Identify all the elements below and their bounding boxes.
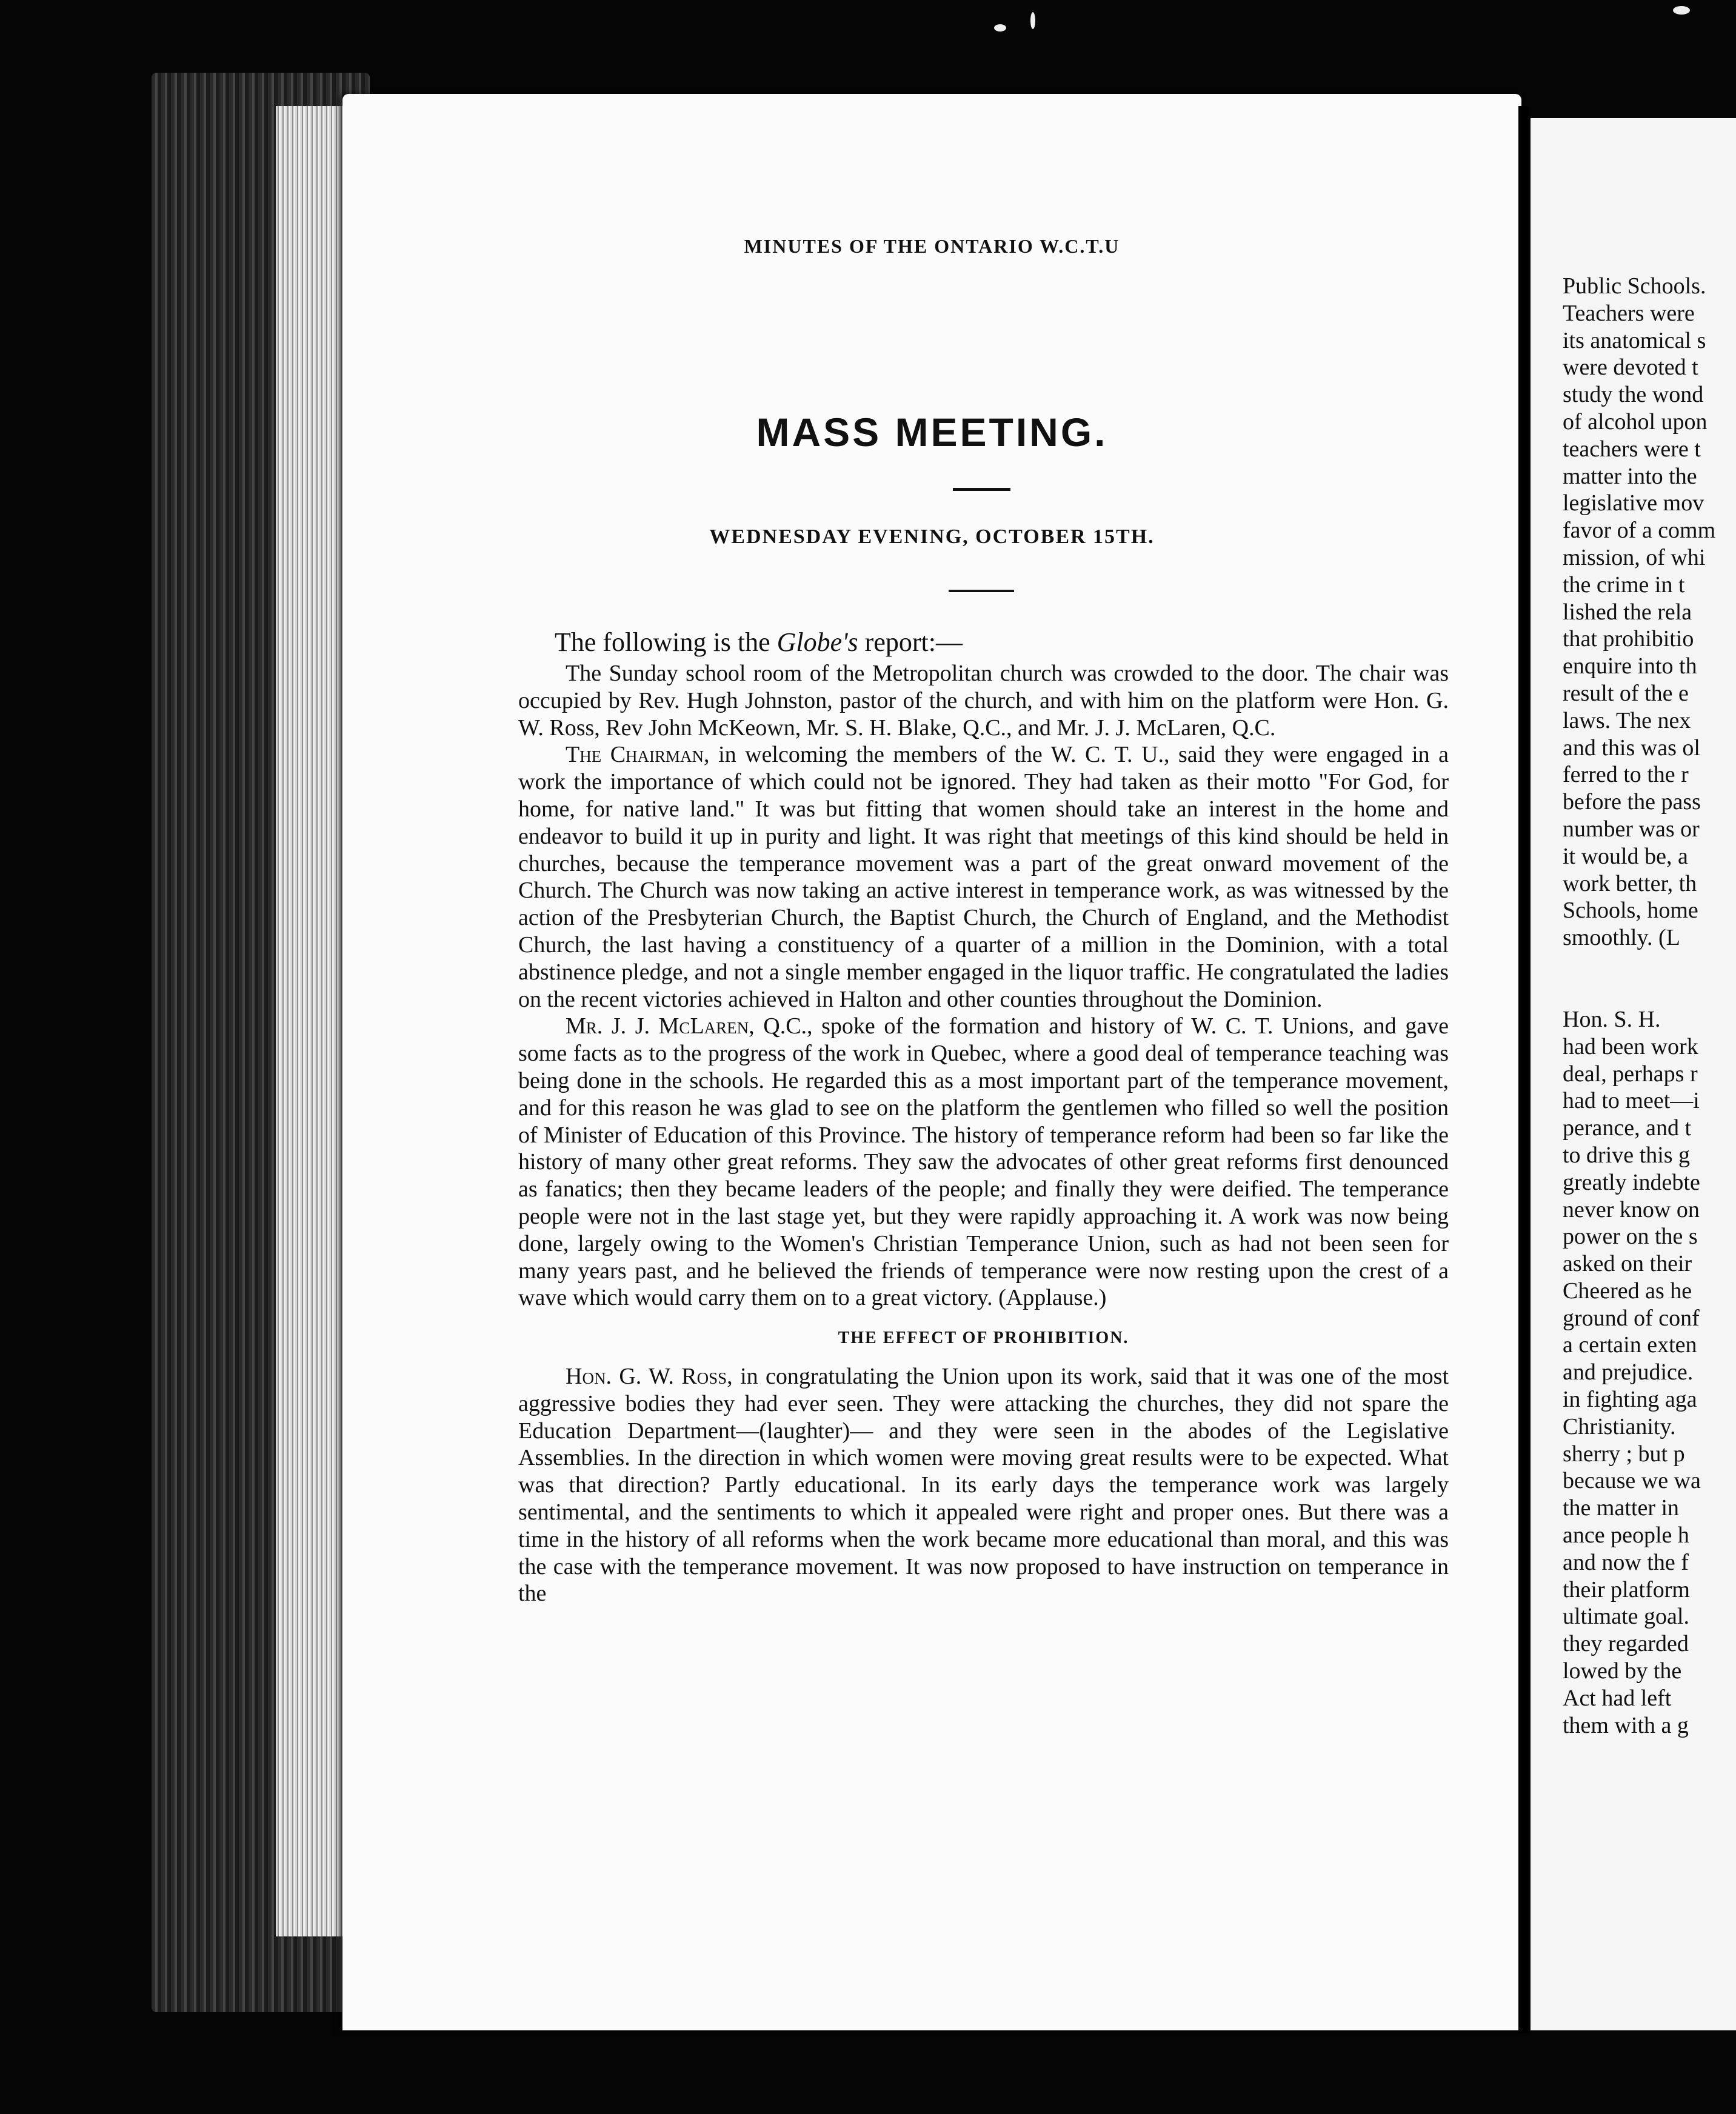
section-heading: THE EFFECT OF PROHIBITION.	[838, 1329, 1129, 1348]
paragraph-4-text: in congratulating the Union upon its work, said that it was one of the most aggressive bodies they had ever seen. They were attacking the churches, they did not spare the Education Department—(laughter)— and they were seen in the abodes of the Legislative Assemblies. In the direction in which women were moving great results were to be expected. What was that direction? Partly educational. In its early days the temperance work was largely sentimental, and the sentiments to which it appealed were right and proper ones. But there was a time in the history of all reforms when the work became more educational than moral, and this was the case with the temperance movement. It was now proposed to have instruction on temperance in the	[518, 1363, 1449, 1607]
paragraph-4	[518, 1363, 1449, 1607]
right-page-line: a certain exten	[1563, 1332, 1697, 1358]
right-page-line: work better, th	[1563, 870, 1697, 896]
right-page-gap	[1563, 952, 1736, 1006]
right-page	[1531, 118, 1736, 2030]
right-page-line: sherry ; but p	[1563, 1441, 1685, 1467]
speck	[1673, 6, 1690, 15]
subtitle: WEDNESDAY EVENING, OCTOBER 15TH.	[709, 525, 1155, 548]
right-page-line: favor of a comm	[1563, 518, 1716, 544]
right-page-line: before the pass	[1563, 789, 1701, 815]
right-page-line: matter into the	[1563, 463, 1697, 489]
intro-line	[518, 626, 1449, 659]
right-page-line: they regarded	[1563, 1631, 1689, 1657]
right-page-line: legislative mov	[1563, 490, 1704, 516]
right-page-line: lowed by the	[1563, 1658, 1682, 1684]
right-page-line: had to meet—i	[1563, 1088, 1700, 1114]
right-page-line: to drive this g	[1563, 1142, 1691, 1168]
right-page-line: teachers were t	[1563, 436, 1701, 462]
right-page-line: the crime in t	[1563, 572, 1685, 598]
left-page	[342, 94, 1521, 2030]
speaker-chairman: The Chairman,	[566, 742, 710, 768]
page-edges	[276, 106, 349, 1936]
right-page-line: their platform	[1563, 1576, 1690, 1602]
right-page-line: result of the e	[1563, 680, 1689, 706]
right-page-line: Christianity.	[1563, 1413, 1676, 1439]
right-page-line: Schools, home	[1563, 898, 1698, 924]
right-page-line: laws. The nex	[1563, 707, 1691, 733]
speck	[994, 24, 1006, 32]
right-page-line: in fighting aga	[1563, 1387, 1697, 1413]
paragraph-3	[518, 1013, 1449, 1312]
right-page-line: had been work	[1563, 1033, 1698, 1059]
paragraph-3-text: Q.C., spoke of the formation and history of W. C. T. Unions, and gave some facts as to the progress of the work in Quebec, where a good deal of temperance teaching was being done in the schools. He regarded this as a most important part of the temperance movement, and for this reason he was glad to see on the platform the gentlemen who filled so well the position of Minister of Education of this Province. The history of temperance reform had been so far like the history of many other great reforms. They saw the advocates of other great reforms first denounced as fanatics; then they became leaders of the people; and finally they were deified. The temperance people were not in the last stage yet, but they were rapidly approaching it. A work was now being done, largely owing to the Women's Christian Temperance Union, such as had not been seen for many years past, and he believed the friends of temperance were now resting upon the crest of a wave which would carry them on to a great victory. (Applause.)	[518, 1013, 1449, 1311]
intro-before: The following is the	[555, 627, 777, 657]
right-page-line: ance people h	[1563, 1522, 1689, 1549]
right-page-line: and prejudice.	[1563, 1359, 1694, 1385]
right-page-line: Public Schools.	[1563, 273, 1706, 299]
right-page-line: and this was ol	[1563, 735, 1700, 761]
right-page-line: enquire into th	[1563, 653, 1697, 679]
right-page-line: never know on	[1563, 1196, 1700, 1222]
gutter	[1518, 106, 1529, 2033]
right-page-line: power on the s	[1563, 1224, 1698, 1250]
right-page-line: smoothly. (L	[1563, 925, 1680, 951]
subtitle-rule	[949, 590, 1014, 592]
right-page-line: Hon. S. H.	[1563, 1006, 1661, 1032]
right-page-line: that prohibitio	[1563, 626, 1694, 652]
right-page-line: deal, perhaps r	[1563, 1061, 1698, 1087]
right-page-line: Cheered as he	[1563, 1278, 1692, 1304]
intro-source: Globe's	[776, 627, 858, 657]
right-page-line: it would be, a	[1563, 843, 1688, 869]
right-page-line: and now the f	[1563, 1549, 1689, 1575]
right-page-line: Teachers were	[1563, 300, 1695, 326]
speaker-mclaren: Mr. J. J. McLaren,	[566, 1013, 755, 1039]
right-page-line: because we wa	[1563, 1468, 1701, 1494]
right-page-line: greatly indebte	[1563, 1169, 1700, 1195]
right-page-line: lished the rela	[1563, 599, 1692, 625]
right-page-line: perance, and t	[1563, 1115, 1692, 1141]
right-page-line: mission, of whi	[1563, 544, 1706, 570]
right-page-line: study the wond	[1563, 382, 1704, 408]
paragraph-2	[518, 741, 1449, 1013]
right-page-line: of alcohol upon	[1563, 408, 1708, 435]
running-head: MINUTES OF THE ONTARIO W.C.T.U	[744, 235, 1120, 257]
right-page-line: were devoted t	[1563, 355, 1698, 381]
speck	[1030, 12, 1035, 29]
right-page-line: the matter in	[1563, 1495, 1680, 1521]
paragraph-1: The Sunday school room of the Metropolitan church was crowded to the door. The chair was occupied by Rev. Hugh Johnston, pastor of the church, and with him on the platform were Hon. G. W. Ross, Rev John McKeown, Mr. S. H. Blake, Q.C., and Mr. J. J. McLaren, Q.C.	[518, 661, 1449, 741]
article-body	[518, 626, 1449, 1607]
right-page-line: ground of conf	[1563, 1305, 1700, 1331]
right-page-line: ultimate goal.	[1563, 1604, 1689, 1630]
right-page-line: them with a g	[1563, 1712, 1689, 1738]
intro-after: report:—	[858, 627, 963, 657]
right-page-line: asked on their	[1563, 1251, 1692, 1277]
speaker-ross: Hon. G. W. Ross,	[566, 1363, 733, 1389]
right-page-line: ferred to the r	[1563, 762, 1689, 788]
right-page-line: Act had left	[1563, 1685, 1672, 1711]
right-page-text	[1563, 273, 1736, 1739]
title-rule	[953, 488, 1010, 491]
right-page-line: number was or	[1563, 816, 1700, 842]
paragraph-2-text: in welcoming the members of the W. C. T. U., said they were engaged in a work the importance of which could not be ignored. They had taken as their motto "For God, for home, for native land." It was but fitting that women should take an interest in the home and endeavor to build it up in purity and light. It was right that meetings of this kind should be held in churches, because the temperance movement was a part of the great onward movement of the Church. The Church was now taking an active interest in temperance work, as was witnessed by the action of the Presbyterian Church, the Baptist Church, the Church of England, and the Methodist Church, the last having a constituency of a quarter of a million in the Dominion, with a total abstinence pledge, and not a single member engaged in the liquor traffic. He congratulated the ladies on the recent victories achieved in Halton and other counties throughout the Dominion.	[518, 742, 1449, 1012]
page-title: MASS MEETING.	[756, 410, 1108, 455]
right-page-line: its anatomical s	[1563, 327, 1706, 353]
